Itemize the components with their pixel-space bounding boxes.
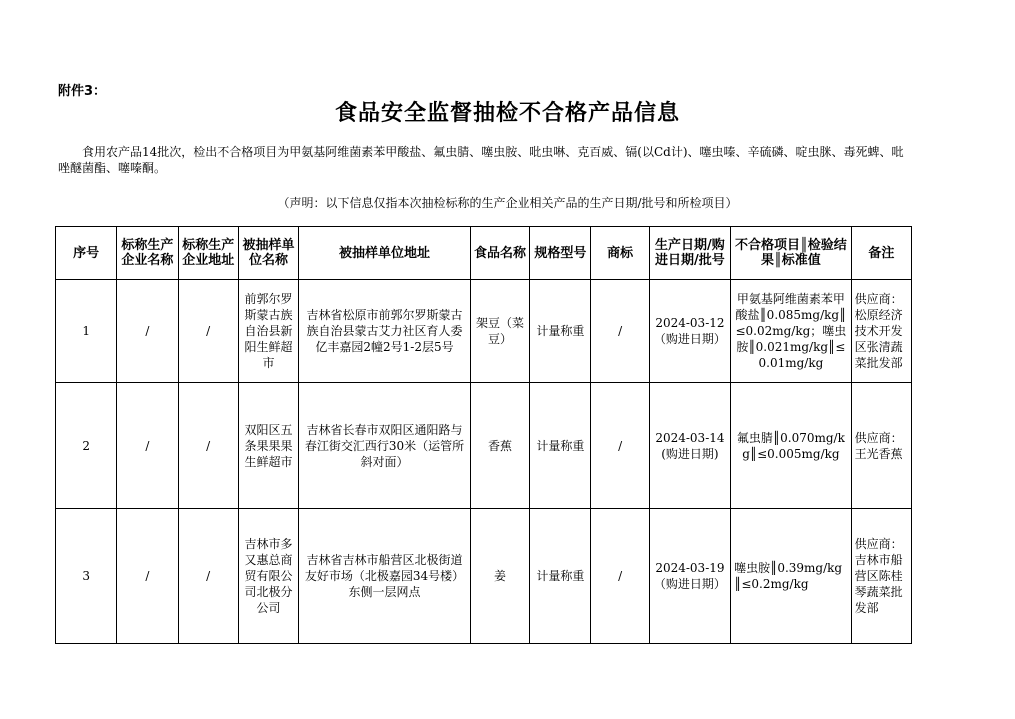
cell-spec: 计量称重	[530, 280, 591, 383]
table-header-row	[56, 227, 912, 280]
cell-spec: 计量称重	[530, 509, 591, 644]
cell-sampled-addr: 吉林省吉林市船营区北极街道友好市场（北极嘉园34号楼）东侧一层网点	[299, 509, 471, 644]
cell-remark: 供应商：王光香蕉	[851, 383, 911, 509]
cell-sampled-unit: 双阳区五条果果果生鲜超市	[238, 383, 298, 509]
cell-sampled-unit: 吉林市多又惠总商贸有限公司北极分公司	[238, 509, 298, 644]
cell-remark: 供应商：吉林市船营区陈桂琴蔬菜批发部	[851, 509, 911, 644]
cell-mfr-name: /	[117, 509, 178, 644]
cell-date: 2024-03-14(购进日期)	[649, 383, 730, 509]
cell-sampled-addr: 吉林省松原市前郭尔罗斯蒙古族自治县蒙古艾力社区育人委亿丰嘉园2幢2号1-2层5号	[299, 280, 471, 383]
page-title: 食品安全监督抽检不合格产品信息	[334, 101, 680, 126]
cell-brand: /	[591, 509, 649, 644]
cell-food: 架豆（菜豆）	[470, 280, 529, 383]
table-row	[56, 383, 912, 509]
cell-brand: /	[591, 383, 649, 509]
cell-no: 1	[56, 280, 117, 383]
cell-mfr-name: /	[117, 280, 178, 383]
cell-date: 2024-03-19（购进日期）	[649, 509, 730, 644]
table-row	[56, 509, 912, 644]
header-cell: 食品名称	[470, 227, 529, 280]
header-cell: 序号	[56, 227, 117, 280]
cell-brand: /	[591, 280, 649, 383]
header-cell: 备注	[851, 227, 911, 280]
attachment-label: 附件3：	[58, 84, 107, 99]
cell-sampled-unit: 前郭尔罗斯蒙古族自治县新阳生鲜超市	[238, 280, 298, 383]
results-table	[55, 226, 912, 644]
cell-result: 甲氨基阿维菌素苯甲酸盐║0.085mg/kg║≤0.02mg/kg；噻虫胺║0.021mg/kg║≤0.01mg/kg	[731, 280, 852, 383]
cell-remark: 供应商：松原经济技术开发区张清蔬菜批发部	[851, 280, 911, 383]
cell-mfr-name: /	[117, 383, 178, 509]
header-cell: 商标	[591, 227, 649, 280]
header-cell: 标称生产企业名称	[117, 227, 178, 280]
cell-food: 香蕉	[470, 383, 529, 509]
header-cell: 被抽样单位地址	[299, 227, 471, 280]
cell-no: 2	[56, 383, 117, 509]
cell-mfr-addr: /	[178, 383, 238, 509]
table-row	[56, 280, 912, 383]
header-cell: 标称生产企业地址	[178, 227, 238, 280]
declaration-note: （声明：以下信息仅指本次抽检标称的生产企业相关产品的生产日期/批号和所检项目）	[277, 196, 738, 210]
cell-result: 氟虫腈║0.070mg/kg║≤0.005mg/kg	[731, 383, 852, 509]
header-cell: 被抽样单位名称	[238, 227, 298, 280]
cell-no: 3	[56, 509, 117, 644]
cell-date: 2024-03-12（购进日期）	[649, 280, 730, 383]
cell-mfr-addr: /	[178, 509, 238, 644]
cell-mfr-addr: /	[178, 280, 238, 383]
header-cell: 不合格项目║检验结果║标准值	[731, 227, 852, 280]
cell-result: 噻虫胺║0.39mg/kg║≤0.2mg/kg	[731, 509, 852, 644]
cell-food: 姜	[470, 509, 529, 644]
header-cell: 生产日期/购进日期/批号	[649, 227, 730, 280]
cell-sampled-addr: 吉林省长春市双阳区通阳路与春江街交汇西行30米（运管所斜对面）	[299, 383, 471, 509]
intro-paragraph: 食用农产品14批次，检出不合格项目为甲氨基阿维菌素苯甲酸盐、氟虫腈、噻虫胺、吡虫啉、克百威、镉(以Cd计)、噻虫嗪、辛硫磷、啶虫脒、毒死蜱、吡唑醚菌酯、噻嗪酮。	[58, 145, 904, 175]
header-cell: 规格型号	[530, 227, 591, 280]
cell-spec: 计量称重	[530, 383, 591, 509]
